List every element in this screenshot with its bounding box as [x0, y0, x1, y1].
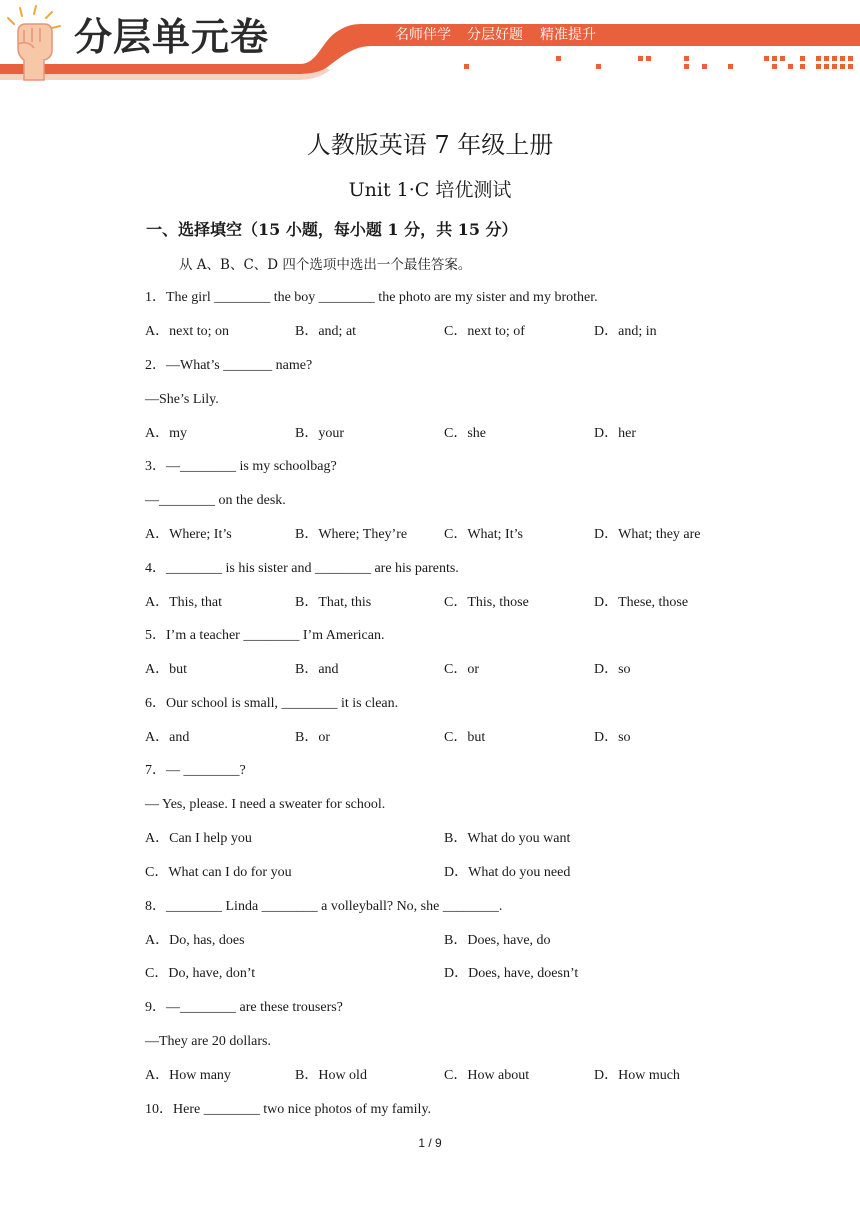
q3-option-c: C．What; It’s — [444, 527, 523, 542]
q8-option-d: D．Does, have, doesn’t — [444, 966, 579, 981]
q7-option-b: B．What do you want — [444, 831, 571, 846]
q4-option-a: A．This, that — [145, 595, 222, 610]
section-instruction: 从 A、B、C、D 四个选项中选出一个最佳答案。 — [179, 257, 472, 273]
q2-option-d: D．her — [594, 426, 636, 441]
q3-option-b: B．Where; They’re — [295, 527, 408, 542]
question-8: 8．________ Linda ________ a volleyball? No, she ________. — [145, 899, 503, 914]
q5-option-c: C．or — [444, 662, 479, 677]
q8-option-a: A．Do, has, does — [145, 933, 245, 948]
q5-option-a: A．but — [145, 662, 187, 677]
header-banner — [0, 0, 860, 90]
q7-option-c: C．What can I do for you — [145, 865, 292, 880]
q9-option-d: D．How much — [594, 1068, 680, 1083]
slogan-3: 精准提升 — [540, 27, 596, 43]
q4-option-b: B．That, this — [295, 595, 372, 610]
q1-option-d: D．and; in — [594, 324, 657, 339]
section-heading: 一、选择填空（15 小题，每小题 1 分，共 15 分） — [146, 220, 518, 239]
document-subtitle: Unit 1·C 培优测试 — [348, 179, 512, 201]
question-1: 1．The girl ________ the boy ________ the photo are my sister and my brother. — [145, 290, 598, 305]
q4-option-d: D．These, those — [594, 595, 689, 610]
q8-option-b: B．Does, have, do — [444, 933, 551, 948]
q6-option-a: A．and — [145, 730, 190, 745]
fist-logo-icon — [4, 2, 66, 82]
document-title: 人教版英语 7 年级上册 — [306, 131, 554, 159]
q9-option-b: B．How old — [295, 1068, 367, 1083]
q5-option-b: B．and — [295, 662, 339, 677]
q4-option-c: C．This, those — [444, 595, 529, 610]
q5-option-d: D．so — [594, 662, 631, 677]
page-number: 1 / 9 — [418, 1136, 442, 1150]
q7-option-d: D．What do you need — [444, 865, 571, 880]
question-2: 2．—What’s _______ name? — [145, 358, 313, 373]
q2-option-c: C．she — [444, 426, 486, 441]
q3-option-d: D．What; they are — [594, 527, 701, 542]
question-7: 7．— ________? — [145, 763, 246, 778]
q6-option-b: B．or — [295, 730, 330, 745]
question-5: 5．I’m a teacher ________ I’m American. — [145, 628, 385, 643]
brand-title: 分层单元卷 — [74, 15, 270, 59]
q2-option-a: A．my — [145, 426, 187, 441]
slogan-2: 分层好题 — [467, 27, 523, 43]
question-7-answer-line: — Yes, please. I need a sweater for school. — [145, 797, 386, 812]
q8-option-c: C．Do, have, don’t — [145, 966, 256, 981]
q1-option-b: B．and; at — [295, 324, 357, 339]
question-10: 10．Here ________ two nice photos of my family. — [145, 1102, 432, 1117]
q3-option-a: A．Where; It’s — [145, 527, 232, 542]
q6-option-d: D．so — [594, 730, 631, 745]
q9-option-a: A．How many — [145, 1068, 231, 1083]
q9-option-c: C．How about — [444, 1068, 530, 1083]
slogan-1: 名师伴学 — [395, 27, 451, 43]
q7-option-a: A．Can I help you — [145, 831, 252, 846]
q6-option-c: C．but — [444, 730, 486, 745]
question-6: 6．Our school is small, ________ it is clean. — [145, 696, 399, 711]
question-3-answer-line: —________ on the desk. — [145, 493, 286, 508]
q2-option-b: B．your — [295, 426, 344, 441]
question-3: 3．—________ is my schoolbag? — [145, 459, 337, 474]
question-9-answer-line: —They are 20 dollars. — [145, 1034, 271, 1049]
question-9: 9．—________ are these trousers? — [145, 1000, 343, 1015]
q1-option-c: C．next to; of — [444, 324, 525, 339]
question-4: 4．________ is his sister and ________ are his parents. — [145, 561, 459, 576]
question-2-answer-line: —She’s Lily. — [145, 392, 219, 407]
q1-option-a: A．next to; on — [145, 324, 229, 339]
